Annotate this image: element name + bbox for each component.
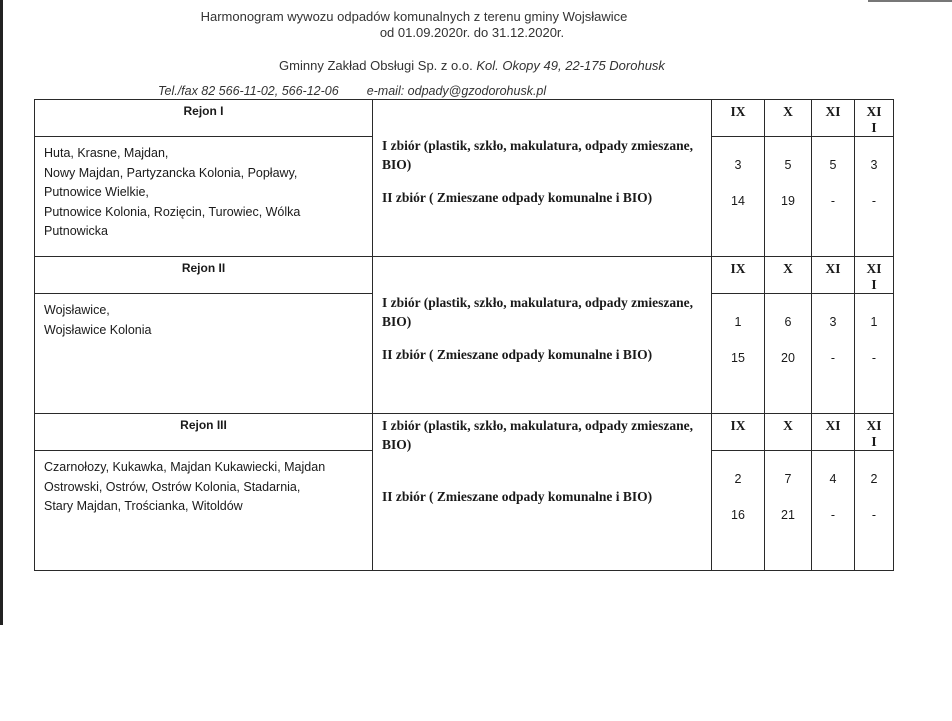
company-address: Kol. Okopy 49, 22-175 Dorohusk <box>476 58 665 73</box>
month-dates <box>765 451 812 571</box>
month-dates <box>855 137 894 257</box>
second-collection-label: II zbiór ( Zmieszane odpady komunalne i BIO) <box>382 190 653 205</box>
first-collection-day: 5 <box>784 158 792 172</box>
first-collection-day: 1 <box>870 315 878 329</box>
region-header-row <box>35 257 894 294</box>
schedule-table <box>34 99 894 571</box>
region-header-row <box>35 414 894 451</box>
second-collection-day: - <box>871 351 877 365</box>
first-collection-day: 4 <box>829 472 837 486</box>
second-collection-label: II zbiór ( Zmieszane odpady komunalne i BIO) <box>382 489 653 504</box>
month-dates <box>855 451 894 571</box>
first-collection-label: I zbiór (plastik, szkło, makulatura, odpady zmieszane, BIO) <box>382 138 694 172</box>
month-dates <box>812 294 855 414</box>
second-collection-day: 14 <box>731 194 745 208</box>
first-collection-day: 7 <box>784 472 792 486</box>
month-header: XI I <box>855 100 894 137</box>
month-header: X <box>765 100 812 137</box>
first-collection-day: 2 <box>734 472 742 486</box>
first-collection-day: 2 <box>870 472 878 486</box>
document-title: Harmonogram wywozu odpadów komunalnych z terenu gminy Wojsławice <box>200 9 628 24</box>
region-places: Huta, Krasne, Majdan, Nowy Majdan, Partyzancka Kolonia, Popławy, Putnowice Wielkie, Putnowice Kolonia, Rozięcin, Turowiec, Wólka Putnowicka <box>35 137 373 257</box>
second-collection-day: 19 <box>781 194 795 208</box>
month-header: XI <box>812 257 855 294</box>
month-header: XI I <box>855 257 894 294</box>
first-collection-day: 3 <box>870 158 878 172</box>
first-collection-label: I zbiór (plastik, szkło, makulatura, odpady zmieszane, BIO) <box>382 295 694 329</box>
first-collection-label: I zbiór (plastik, szkło, makulatura, odpady zmieszane, BIO) <box>382 418 694 452</box>
month-header: X <box>765 257 812 294</box>
company-name: Gminny Zakład Obsługi Sp. z o.o. <box>279 58 473 73</box>
second-collection-day: 21 <box>781 508 795 522</box>
email-text: e-mail: odpady@gzodorohusk.pl <box>366 84 547 98</box>
first-collection-day: 3 <box>734 158 742 172</box>
company-line <box>0 58 948 73</box>
region-places: Czarnołozy, Kukawka, Majdan Kukawiecki, Majdan Ostrowski, Ostrów, Ostrów Kolonia, Stadarnia, Stary Majdan, Trościanka, Witoldów <box>35 451 373 571</box>
month-header: XI <box>812 100 855 137</box>
second-collection-label: II zbiór ( Zmieszane odpady komunalne i BIO) <box>382 347 653 362</box>
region-name: Rejon III <box>35 414 373 451</box>
month-header: IX <box>712 257 765 294</box>
region-name: Rejon I <box>35 100 373 137</box>
month-header: XI <box>812 414 855 451</box>
scan-edge-left <box>0 0 3 625</box>
month-header: IX <box>712 414 765 451</box>
region-header-row <box>35 100 894 137</box>
second-collection-day: - <box>871 508 877 522</box>
month-header: X <box>765 414 812 451</box>
month-dates <box>712 294 765 414</box>
contact-line <box>158 84 546 98</box>
first-collection-day: 6 <box>784 315 792 329</box>
month-dates <box>712 137 765 257</box>
first-collection-day: 3 <box>829 315 837 329</box>
second-collection-day: - <box>830 194 836 208</box>
scan-edge-top <box>868 0 952 2</box>
month-header: IX <box>712 100 765 137</box>
collection-types <box>373 257 712 414</box>
collection-types <box>373 100 712 257</box>
region-places: Wojsławice, Wojsławice Kolonia <box>35 294 373 414</box>
month-dates <box>765 137 812 257</box>
second-collection-day: 16 <box>731 508 745 522</box>
month-header: XI I <box>855 414 894 451</box>
month-dates <box>812 137 855 257</box>
region-name: Rejon II <box>35 257 373 294</box>
phone-text: Tel./fax 82 566-11-02, 566-12-06 <box>158 84 339 98</box>
second-collection-day: - <box>830 508 836 522</box>
second-collection-day: 20 <box>781 351 795 365</box>
collection-types <box>373 414 712 571</box>
month-dates <box>712 451 765 571</box>
second-collection-day: - <box>830 351 836 365</box>
first-collection-day: 5 <box>829 158 837 172</box>
document-period: od 01.09.2020r. do 31.12.2020r. <box>379 25 565 40</box>
month-dates <box>855 294 894 414</box>
month-dates <box>765 294 812 414</box>
second-collection-day: - <box>871 194 877 208</box>
second-collection-day: 15 <box>731 351 745 365</box>
first-collection-day: 1 <box>734 315 742 329</box>
month-dates <box>812 451 855 571</box>
